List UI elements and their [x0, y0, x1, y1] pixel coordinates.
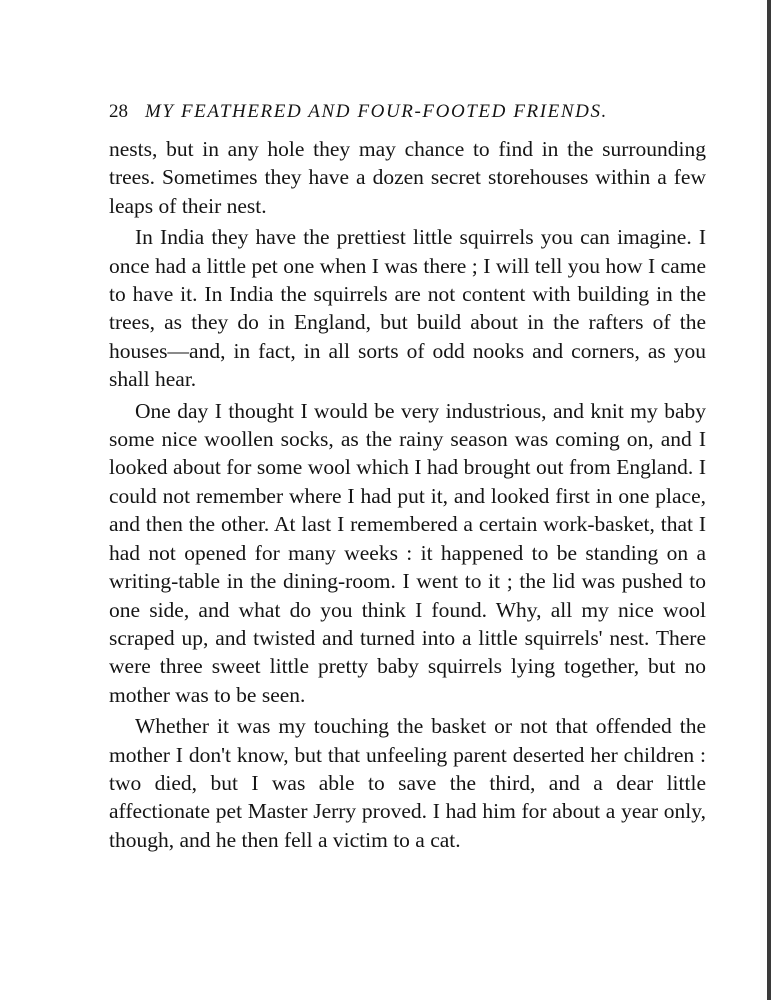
body-text — [109, 135, 706, 854]
scan-edge-shadow — [767, 0, 771, 1000]
running-header — [109, 100, 706, 124]
paragraph: Whether it was my touching the basket or not that offended the mother I don't know, but that unfeeling parent deserted her children : two died, but I was able to save the third, and a dear little affectionate pet Master Jerry proved. I had him for about a year only, though, and he then fell a victim to a cat. — [109, 714, 706, 852]
paragraph: In India they have the prettiest little squirrels you can imagine. I once had a little pet one when I was there ; I will tell you how I came to have it. In India the squirrels are not content with building in the trees, as they do in England, but build about in the rafters of the houses—and, in fact, in all sorts of odd nooks and corners, as you shall hear. — [109, 225, 706, 392]
book-page — [109, 100, 706, 857]
paragraph-continued: nests, but in any hole they may chance to find in the surrounding trees. Sometimes they have a dozen secret storehouses within a few leaps of their nest. — [109, 137, 706, 218]
page-number: 28 — [109, 101, 128, 122]
paragraph: One day I thought I would be very industrious, and knit my baby some nice woollen socks, as the rainy season was coming on, and I looked about for some wool which I had brought out from England. I could not remember where I had put it, and looked first in one place, and then the other. At last I remembered a certain work-basket, that I had not opened for many weeks : it happened to be standing on a writing-table in the dining-room. I went to it ; the lid was pushed to one side, and what do you think I found. Why, all my nice wool scraped up, and twisted and turned into a little squirrels' nest. There were three sweet little pretty baby squirrels lying together, but no mother was to be seen. — [109, 398, 706, 707]
running-title: MY FEATHERED AND FOUR-FOOTED FRIENDS. — [145, 101, 608, 122]
